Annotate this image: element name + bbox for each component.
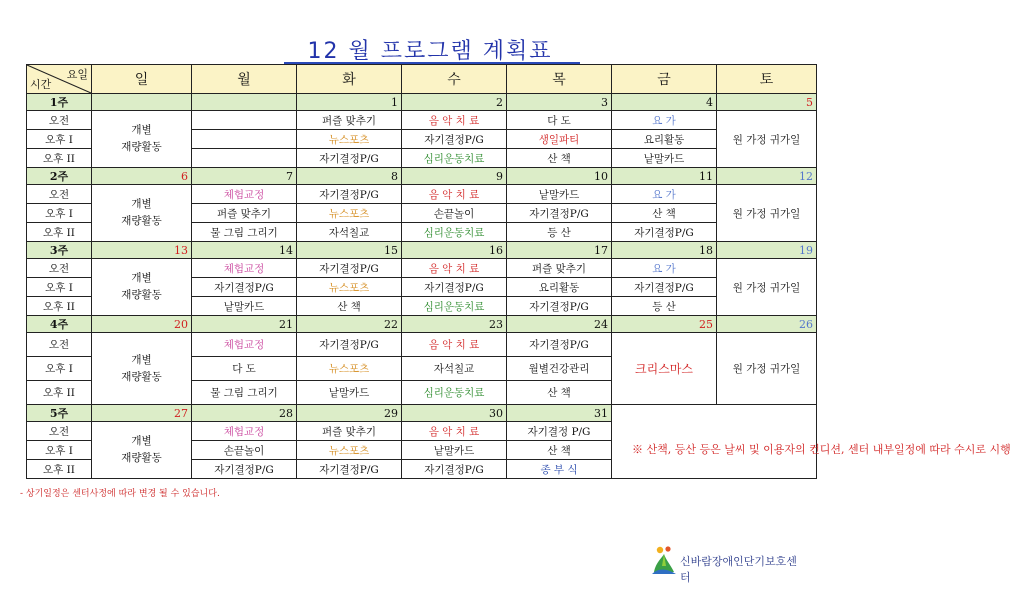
corner-day-label: 요일 — [66, 68, 88, 81]
activity-cell: 음 악 치 료 — [402, 333, 507, 357]
activity-cell: 체험교정 — [192, 259, 297, 278]
date-cell: 31 — [507, 405, 612, 422]
activity-cell: 뉴스포츠 — [297, 130, 402, 149]
activity-cell: 심리운동치료 — [402, 223, 507, 242]
center-name: 신바람장애인단기보호센터 — [680, 555, 797, 584]
activity-cell: 자석칠교 — [297, 223, 402, 242]
date-cell: 22 — [297, 316, 402, 333]
week-label: 1주 — [27, 94, 92, 111]
date-cell — [92, 94, 192, 111]
activity-cell: 체험교정 — [192, 422, 297, 441]
schedule-row — [27, 422, 817, 441]
activity-cell: 물 그림 그리기 — [192, 223, 297, 242]
activity-cell: 자기결정P/G — [612, 278, 717, 297]
date-cell: 4 — [612, 94, 717, 111]
week-label: 2주 — [27, 168, 92, 185]
activity-cell: 음 악 치 료 — [402, 422, 507, 441]
activity-cell: 요 가 — [612, 185, 717, 204]
activity-cell: 뉴스포츠 — [297, 204, 402, 223]
activity-cell: 뉴스포츠 — [297, 441, 402, 460]
date-cell: 7 — [192, 168, 297, 185]
activity-cell: 자기결정P/G — [297, 149, 402, 168]
activity-cell: 체험교정 — [192, 185, 297, 204]
header-row — [27, 65, 817, 94]
week-label: 3주 — [27, 242, 92, 259]
activity-cell: 요 가 — [612, 111, 717, 130]
time-label: 오후 II — [27, 223, 92, 242]
date-cell: 23 — [402, 316, 507, 333]
activity-cell: 낱말카드 — [402, 441, 507, 460]
activity-cell: 자기결정P/G — [192, 460, 297, 479]
page-title: 12 월 프로그램 계획표 — [307, 39, 553, 64]
saturday-activity: 원 가정 귀가일 — [717, 259, 817, 316]
sunday-activity-line: 재량활동 — [121, 141, 162, 153]
activity-cell: 산 책 — [297, 297, 402, 316]
activity-cell: 자기결정P/G — [297, 259, 402, 278]
activity-cell: 산 책 — [507, 381, 612, 405]
activity-cell: 물 그림 그리기 — [192, 381, 297, 405]
date-cell: 12 — [717, 168, 817, 185]
date-cell: 8 — [297, 168, 402, 185]
day-header-fri: 금 — [612, 65, 717, 94]
date-cell-empty — [612, 405, 817, 422]
date-cell: 3 — [507, 94, 612, 111]
date-cell: 27 — [92, 405, 192, 422]
sunday-activity-line: 재량활동 — [121, 370, 162, 383]
date-cell: 24 — [507, 316, 612, 333]
sunday-activity — [92, 111, 192, 168]
date-cell: 30 — [402, 405, 507, 422]
time-label: 오전 — [27, 422, 92, 441]
day-header-mon: 월 — [192, 65, 297, 94]
activity-cell — [192, 111, 297, 130]
day-header-sat: 토 — [717, 65, 817, 94]
activity-cell: 자기결정P/G — [507, 297, 612, 316]
activity-cell: 낱말카드 — [297, 381, 402, 405]
week-row — [27, 242, 817, 259]
date-cell: 25 — [612, 316, 717, 333]
activity-cell: 자기결정P/G — [402, 278, 507, 297]
date-cell: 10 — [507, 168, 612, 185]
date-cell: 18 — [612, 242, 717, 259]
activity-cell: 자기결정P/G — [612, 223, 717, 242]
date-cell: 14 — [192, 242, 297, 259]
activity-cell: 요리활동 — [612, 130, 717, 149]
schedule-row — [27, 333, 817, 357]
date-cell: 20 — [92, 316, 192, 333]
activity-cell: 심리운동치료 — [402, 149, 507, 168]
activity-cell: 등 산 — [612, 297, 717, 316]
week-label: 4주 — [27, 316, 92, 333]
sunday-activity-line: 재량활동 — [121, 289, 162, 301]
saturday-activity: 원 가정 귀가일 — [717, 185, 817, 242]
sunday-activity — [92, 422, 192, 479]
time-label: 오전 — [27, 185, 92, 204]
activity-cell: 심리운동치료 — [402, 297, 507, 316]
activity-cell — [192, 149, 297, 168]
day-header-sun: 일 — [92, 65, 192, 94]
week-label: 5주 — [27, 405, 92, 422]
date-cell: 9 — [402, 168, 507, 185]
activity-cell: 음 악 치 료 — [402, 111, 507, 130]
activity-cell: 퍼즐 맞추기 — [297, 111, 402, 130]
activity-cell: 퍼즐 맞추기 — [507, 259, 612, 278]
sunday-activity-line: 재량활동 — [121, 452, 162, 464]
activity-cell: 퍼즐 맞추기 — [192, 204, 297, 223]
date-cell: 16 — [402, 242, 507, 259]
date-cell: 17 — [507, 242, 612, 259]
notice-cell: ※ 산책, 등산 등은 날씨 및 이용자의 컨디션, 센터 내부일정에 따라 수시로 시행 — [612, 422, 817, 479]
activity-cell: 낱말카드 — [507, 185, 612, 204]
time-label: 오후 I — [27, 130, 92, 149]
activity-cell: 다 도 — [507, 111, 612, 130]
activity-cell: 요 가 — [612, 259, 717, 278]
week-row — [27, 405, 817, 422]
activity-cell: 자기결정P/G — [507, 204, 612, 223]
activity-cell: 산 책 — [507, 149, 612, 168]
time-label: 오후 I — [27, 204, 92, 223]
activity-cell: 산 책 — [507, 441, 612, 460]
time-label: 오후 II — [27, 460, 92, 479]
time-label: 오후 II — [27, 149, 92, 168]
date-cell: 13 — [92, 242, 192, 259]
time-label: 오후 II — [27, 297, 92, 316]
activity-cell: 음 악 치 료 — [402, 185, 507, 204]
activity-cell: 자기결정P/G — [297, 460, 402, 479]
date-cell: 29 — [297, 405, 402, 422]
activity-cell: 퍼즐 맞추기 — [297, 422, 402, 441]
time-label: 오후 II — [27, 381, 92, 405]
sunday-activity-line: 개별 — [131, 272, 152, 284]
activity-cell: 자기결정P/G — [297, 185, 402, 204]
date-cell: 11 — [612, 168, 717, 185]
activity-cell — [192, 130, 297, 149]
activity-cell: 자기결정P/G — [507, 333, 612, 357]
activity-cell: 손끝놀이 — [192, 441, 297, 460]
time-label: 오전 — [27, 333, 92, 357]
date-cell: 6 — [92, 168, 192, 185]
schedule-row — [27, 111, 817, 130]
activity-cell: 월별건강관리 — [507, 357, 612, 381]
activity-cell: 자기결정P/G — [192, 278, 297, 297]
corner-time-label: 시간 — [30, 78, 52, 91]
time-label: 오전 — [27, 111, 92, 130]
date-cell: 21 — [192, 316, 297, 333]
week-row — [27, 168, 817, 185]
activity-cell: 심리운동치료 — [402, 381, 507, 405]
activity-cell: 낱말카드 — [612, 149, 717, 168]
activity-cell: 뉴스포츠 — [297, 357, 402, 381]
activity-cell: 등 산 — [507, 223, 612, 242]
date-cell: 15 — [297, 242, 402, 259]
header-corner — [27, 65, 92, 94]
footnote: - 상기일정은 센터사정에 따라 변경 될 수 있습니다. — [20, 489, 220, 499]
time-label: 오전 — [27, 259, 92, 278]
sunday-activity — [92, 185, 192, 242]
sunday-activity-line: 재량활동 — [121, 215, 162, 227]
schedule-row — [27, 185, 817, 204]
date-cell — [192, 94, 297, 111]
activity-cell: 자기결정P/G — [297, 333, 402, 357]
date-cell: 5 — [717, 94, 817, 111]
time-label: 오후 I — [27, 278, 92, 297]
date-cell: 1 — [297, 94, 402, 111]
schedule-row — [27, 259, 817, 278]
week-row — [27, 316, 817, 333]
activity-cell: 손끝놀이 — [402, 204, 507, 223]
day-header-wed: 수 — [402, 65, 507, 94]
activity-cell: 뉴스포츠 — [297, 278, 402, 297]
time-label: 오후 I — [27, 357, 92, 381]
date-cell: 19 — [717, 242, 817, 259]
week-row — [27, 94, 817, 111]
saturday-activity: 원 가정 귀가일 — [717, 111, 817, 168]
activity-cell: 음 악 치 료 — [402, 259, 507, 278]
christmas-cell: 크리스마스 — [612, 333, 717, 405]
activity-cell: 체험교정 — [192, 333, 297, 357]
activity-cell: 다 도 — [192, 357, 297, 381]
activity-cell: 자기결정P/G — [402, 460, 507, 479]
schedule-table — [26, 64, 1011, 479]
activity-cell: 자기결정 P/G — [507, 422, 612, 441]
sunday-activity-line: 개별 — [131, 353, 152, 366]
date-cell: 28 — [192, 405, 297, 422]
sunday-activity-line: 개별 — [131, 124, 152, 136]
activity-cell: 자기결정P/G — [402, 130, 507, 149]
date-cell: 2 — [402, 94, 507, 111]
sunday-activity — [92, 333, 192, 405]
center-logo — [650, 544, 800, 584]
activity-cell: 낱말카드 — [192, 297, 297, 316]
sunday-activity-line: 개별 — [131, 435, 152, 447]
time-label: 오후 I — [27, 441, 92, 460]
logo-icon — [650, 544, 678, 576]
day-header-tue: 화 — [297, 65, 402, 94]
saturday-activity: 원 가정 귀가일 — [717, 333, 817, 405]
sunday-activity-line: 개별 — [131, 198, 152, 210]
activity-cell: 요리활동 — [507, 278, 612, 297]
activity-cell: 자석칠교 — [402, 357, 507, 381]
day-header-thu: 목 — [507, 65, 612, 94]
activity-cell: 종 부 식 — [507, 460, 612, 479]
sunday-activity — [92, 259, 192, 316]
activity-cell: 산 책 — [612, 204, 717, 223]
date-cell: 26 — [717, 316, 817, 333]
activity-cell: 생일파티 — [507, 130, 612, 149]
